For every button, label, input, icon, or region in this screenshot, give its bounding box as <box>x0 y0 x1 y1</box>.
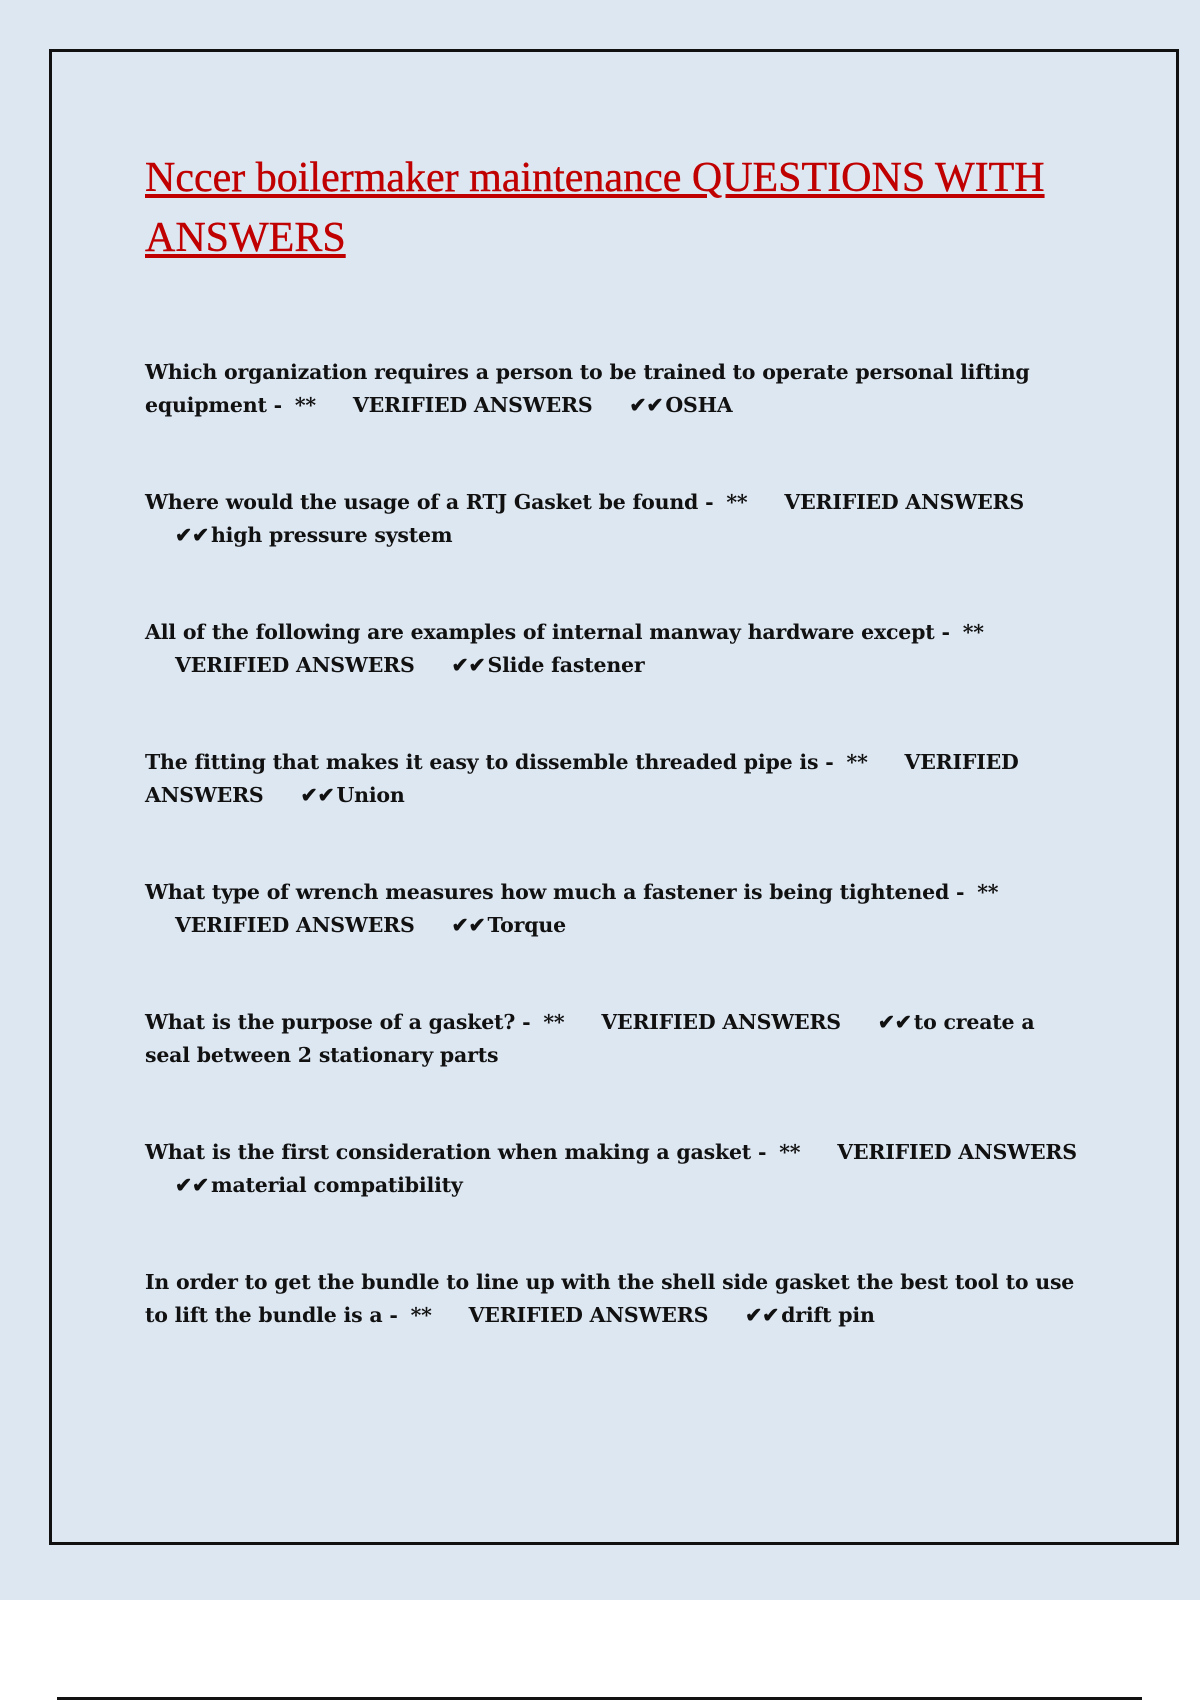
verified-label: VERIFIED ANSWERS <box>145 750 1019 807</box>
stars-marker: ** <box>977 880 999 904</box>
verified-label: VERIFIED ANSWERS <box>175 653 415 677</box>
stars-marker: ** <box>779 1140 801 1164</box>
check-icon: ✔✔ <box>629 393 664 417</box>
check-icon: ✔✔ <box>451 913 486 937</box>
question-text: Where would the usage of a RTJ Gasket be found - <box>145 490 714 514</box>
document-title: Nccer boilermaker maintenance QUESTIONS WITH ANSWERS <box>145 155 1045 261</box>
stars-marker: ** <box>726 490 748 514</box>
answer-text: Union <box>336 783 405 807</box>
question-text: What type of wrench measures how much a fastener is being tightened - <box>145 880 965 904</box>
check-icon: ✔✔ <box>175 1173 209 1197</box>
verified-label: VERIFIED ANSWERS <box>601 1010 841 1034</box>
check-icon: ✔✔ <box>877 1010 912 1034</box>
answer-text: Torque <box>487 913 566 937</box>
document-content <box>145 148 1080 1396</box>
verified-label: VERIFIED ANSWERS <box>352 393 593 417</box>
verified-label: VERIFIED ANSWERS <box>837 1140 1077 1164</box>
qa-item <box>145 746 1080 876</box>
verified-label: VERIFIED ANSWERS <box>175 913 415 937</box>
answer-text: drift pin <box>781 1303 875 1327</box>
qa-item <box>145 616 1080 746</box>
qa-item <box>145 356 1080 486</box>
question-text: All of the following are examples of internal manway hardware except - <box>145 620 950 644</box>
question-text: What is the first consideration when making a gasket - <box>145 1140 767 1164</box>
stars-marker: ** <box>410 1303 432 1327</box>
check-icon: ✔✔ <box>175 523 209 547</box>
check-icon: ✔✔ <box>451 653 486 677</box>
qa-item <box>145 1266 1080 1396</box>
check-icon: ✔✔ <box>300 783 335 807</box>
verified-label: VERIFIED ANSWERS <box>784 490 1024 514</box>
answer-text: high pressure system <box>210 523 453 547</box>
question-text: Which organization requires a person to be trained to operate personal lifting equipment - <box>145 360 1030 417</box>
qa-item <box>145 486 1080 616</box>
qa-list <box>145 356 1080 1396</box>
stars-marker: ** <box>543 1010 565 1034</box>
qa-item <box>145 1136 1080 1266</box>
check-icon: ✔✔ <box>745 1303 780 1327</box>
answer-text: OSHA <box>665 393 733 417</box>
answer-text: material compatibility <box>210 1173 463 1197</box>
qa-item <box>145 876 1080 1006</box>
qa-item <box>145 1006 1080 1136</box>
stars-marker: ** <box>962 620 984 644</box>
answer-text: to create a seal between 2 stationary parts <box>145 1010 1035 1067</box>
stars-marker: ** <box>294 393 316 417</box>
question-text: The fitting that makes it easy to dissemble threaded pipe is - <box>145 750 834 774</box>
question-text: What is the purpose of a gasket? - <box>145 1010 531 1034</box>
verified-label: VERIFIED ANSWERS <box>468 1303 709 1327</box>
question-text: In order to get the bundle to line up with the shell side gasket the best tool to use to lift the bundle is a - <box>145 1270 1075 1327</box>
stars-marker: ** <box>846 750 868 774</box>
answer-text: Slide fastener <box>487 653 645 677</box>
